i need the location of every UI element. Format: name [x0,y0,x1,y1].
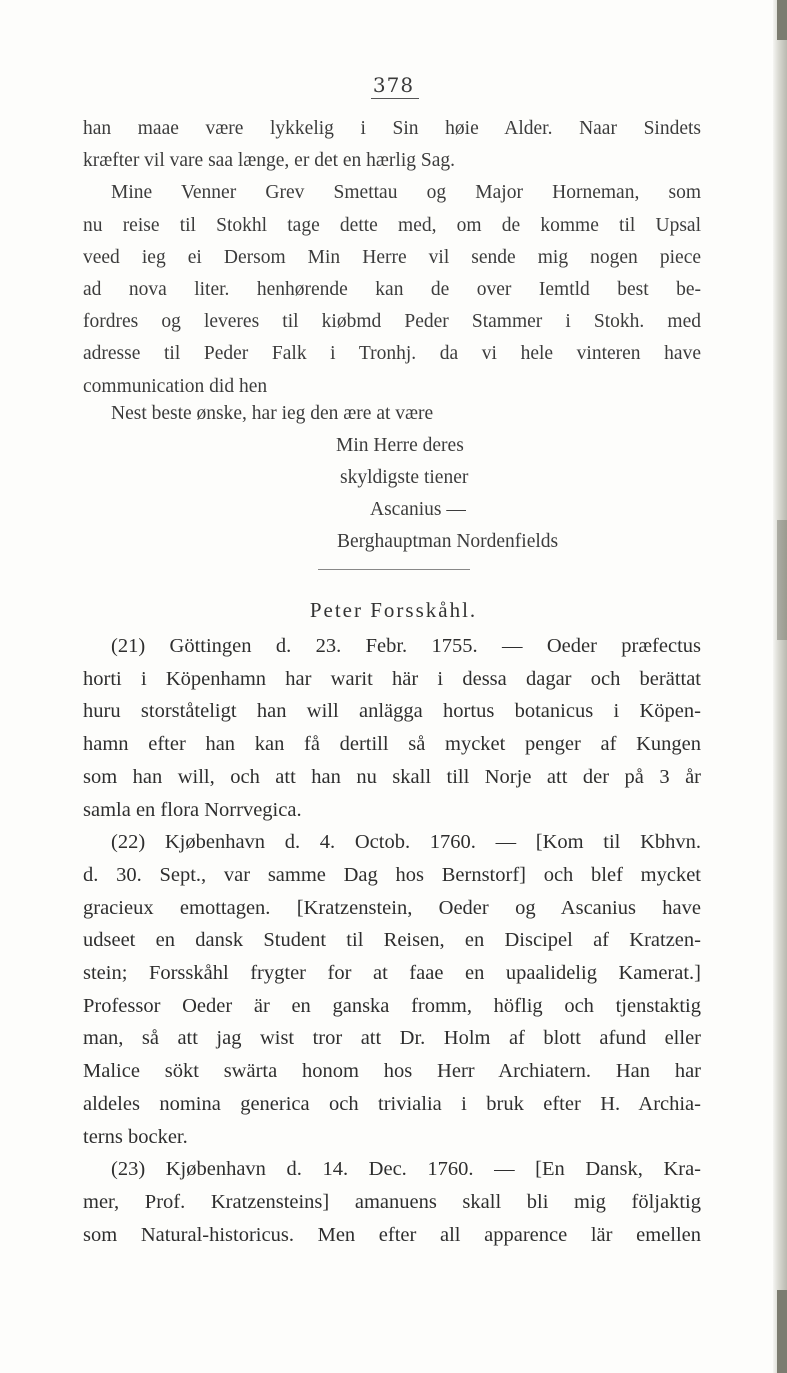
text-line: fordres og leveres til kiøbmd Peder Stammer i Stokh. med [83,311,701,333]
section-divider [318,569,470,570]
scan-edge-shadow [777,1290,787,1373]
scan-edge-shadow [773,0,787,1373]
text-line: kræfter vil vare saa længe, er det en hærlig Sag. [83,150,456,172]
text-line: mer, Prof. Kratzensteins] amanuens skall bli mig följaktig [83,1190,701,1213]
text-line: Mine Venner Grev Smettau og Major Horneman, som [111,182,701,204]
text-line: nu reise til Stokhl tage dette med, om de komme til Upsal [83,214,701,236]
section-heading: Peter Forsskåhl. [309,598,478,622]
text-line: samla en flora Norrvegica. [83,798,302,821]
text-line: han maae være lykkelig i Sin høie Alder. Naar Sindets [83,118,701,139]
text-line: (23) Kjøbenhavn d. 14. Dec. 1760. — [En Dansk, Kra- [111,1158,701,1181]
page-number-underline [371,98,419,99]
text-line: Professor Oeder är en ganska fromm, höflig och tjenstaktig [83,994,701,1017]
scan-edge-shadow [777,0,787,40]
text-line: adresse til Peder Falk i Tronhj. da vi hele vinteren have [83,343,701,365]
text-line: (22) Kjøbenhavn d. 4. Octob. 1760. — [Kom til Kbhvn. [111,831,701,854]
text-line: d. 30. Sept., var samme Dag hos Bernstorf] och blef mycket [83,863,701,886]
text-line: Malice sökt swärta honom hos Herr Archiatern. Han har [83,1060,701,1083]
text-line: ad nova liter. henhørende kan de over Iemtld best be- [83,279,701,301]
text-line: (21) Göttingen d. 23. Febr. 1755. — Oeder præfectus [111,635,701,657]
letter-body [83,113,701,403]
text-line: stein; Forsskåhl frygter for at faae en upaalidelig Kamerat.] [83,962,701,985]
text-line: horti i Köpenhamn har warit här i dessa dagar och berättat [83,667,701,690]
scan-edge-shadow [777,520,787,640]
text-line: aldeles nomina generica och trivialia i bruk efter H. Archia- [83,1092,701,1115]
closing-greeting: Nest beste ønske, har ieg den ære at være [111,403,434,424]
signature-title: Berghauptman Nordenfields [337,531,559,552]
text-line: hamn efter han kan få dertill så mycket penger af Kungen [83,733,701,756]
signature-name: Ascanius — [370,499,466,520]
text-line: terns bocker. [83,1125,188,1148]
text-line: udseet en dansk Student til Reisen, en Discipel af Kratzen- [83,929,701,952]
text-line: communication did hen [83,375,268,397]
text-line: veed ieg ei Dersom Min Herre vil sende mig nogen piece [83,246,701,268]
text-line: huru storståteligt han will anlägga hortus botanicus i Köpen- [83,700,701,723]
text-line: som han will, och att han nu skall till Norje att der på 3 år [83,765,701,788]
text-line: man, så att jag wist tror att Dr. Holm af blott afund eller [83,1027,701,1050]
page-number: 378 [372,73,415,97]
closing-line: Min Herre deres [336,435,464,456]
section-body [83,630,701,1251]
text-line: som Natural-historicus. Men efter all apparence lär emellen [83,1223,701,1246]
closing-line: skyldigste tiener [340,467,469,488]
text-line: gracieux emottagen. [Kratzenstein, Oeder og Ascanius have [83,896,701,919]
